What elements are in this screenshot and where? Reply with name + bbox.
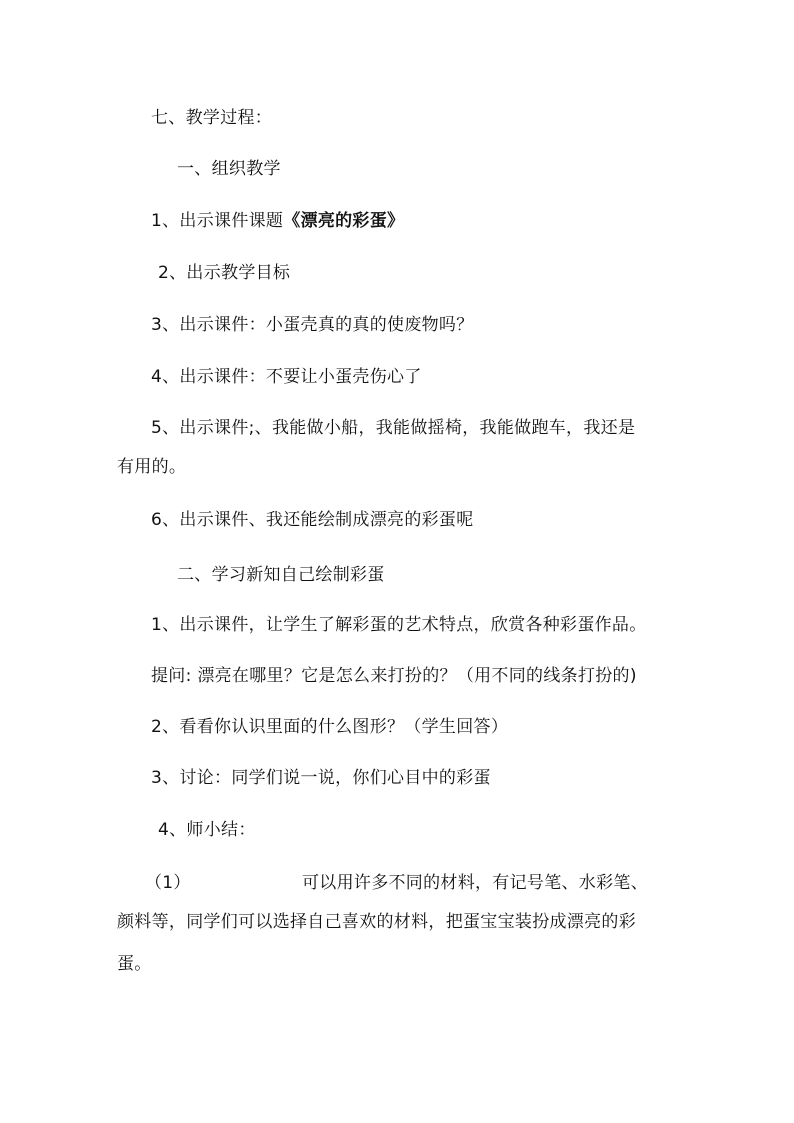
section-title: 七、教学过程： — [151, 108, 273, 128]
summary-line-2: 颜料等，同学们可以选择自己喜欢的材料，把蛋宝宝装扮成漂亮的彩 — [117, 912, 636, 932]
question-line: 提问: 漂亮在哪里？它是怎么来打扮的？（用不同的线条打扮的) — [151, 666, 637, 686]
new-step-2: 2、看看你认识里面的什么图形？（学生回答） — [151, 717, 509, 737]
step-1 — [151, 210, 404, 232]
step-1-text: 1、出示课件课题 — [151, 211, 284, 231]
lesson-title: 《漂亮的彩蛋》 — [283, 211, 405, 231]
new-step-4: 4、师小结： — [158, 820, 256, 840]
summary-number: （1） — [145, 873, 191, 893]
step-2: 2、出示教学目标 — [158, 263, 291, 283]
summary-line-1: 可以用许多不同的材料，有记号笔、水彩笔、 — [302, 873, 648, 893]
new-step-1: 1、出示课件，让学生了解彩蛋的艺术特点，欣赏各种彩蛋作品。 — [151, 615, 647, 635]
part1-heading: 一、组织教学 — [177, 159, 281, 179]
step-5-line-2: 有用的。 — [117, 457, 187, 477]
new-step-3: 3、讨论：同学们说一说，你们心目中的彩蛋 — [151, 768, 491, 788]
step-3: 3、出示课件：小蛋壳真的真的使废物吗？ — [151, 315, 474, 335]
part2-heading: 二、学习新知自己绘制彩蛋 — [177, 565, 385, 585]
step-6: 6、出示课件、我还能绘制成漂亮的彩蛋呢 — [151, 510, 474, 530]
step-4: 4、出示课件：不要让小蛋壳伤心了 — [151, 367, 422, 387]
summary-line-3: 蛋。 — [117, 954, 152, 974]
step-5-line-1: 5、出示课件;、我能做小船，我能做摇椅，我能做跑车，我还是 — [151, 418, 636, 438]
